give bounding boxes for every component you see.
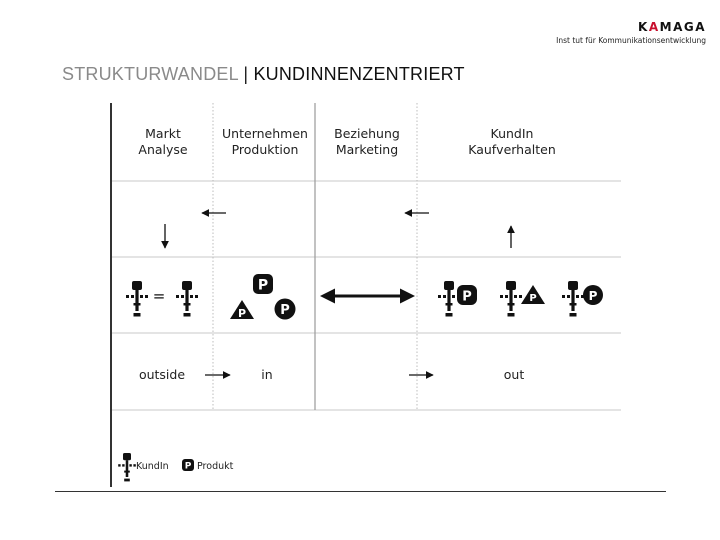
person-icon [562, 281, 584, 317]
flow-label-outside: outside [138, 367, 186, 382]
legend [118, 453, 233, 481]
flow-label-in: in [261, 367, 273, 382]
product-letter: P [462, 289, 472, 305]
person-icon [126, 281, 148, 317]
diagram-svg [112, 103, 621, 487]
product-letter: P [257, 277, 269, 294]
header-kundin-line1: KundIn [490, 126, 534, 141]
header-beziehung-line1: Beziehung [334, 126, 400, 141]
column-headers [138, 126, 555, 157]
header-markt-line1: Markt [145, 126, 181, 141]
page-title [62, 64, 465, 85]
markt-group [126, 281, 198, 317]
legend-kundin-label: KundIn [136, 461, 169, 472]
product-letter: P [237, 307, 247, 320]
product-letter: P [184, 461, 192, 472]
flow-row [139, 367, 524, 382]
product-circle-icon [275, 299, 296, 320]
flow-label-out: out [503, 367, 525, 382]
header-unternehmen-line1: Unternehmen [222, 126, 308, 141]
header-beziehung-line2: Marketing [335, 142, 399, 157]
title-dark: KUNDINNENZENTRIERT [253, 64, 465, 84]
product-icon [253, 274, 273, 294]
kundin-group-2 [500, 281, 545, 317]
kundin-group-3 [562, 281, 603, 317]
header-markt-line2: Analyse [138, 142, 188, 157]
person-icon [500, 281, 522, 317]
bottom-divider [55, 491, 666, 492]
diagram-panel [110, 103, 621, 487]
product-letter: P [529, 293, 537, 304]
brand-subtitle: Inst tut für Kommunikationsentwicklung [556, 36, 706, 45]
header-unternehmen-line2: Produktion [231, 142, 299, 157]
legend-person-icon [118, 453, 136, 481]
title-separator: | [238, 64, 254, 84]
person-icon [176, 281, 198, 317]
title-light: STRUKTURWANDEL [62, 64, 239, 84]
product-letter: P [280, 303, 290, 318]
direction-arrows [165, 213, 511, 248]
product-letter: P [588, 289, 598, 303]
kundin-group-1 [438, 281, 477, 317]
brand-logo: KAMAGA [638, 20, 706, 34]
legend-produkt-label: Produkt [197, 461, 234, 472]
unternehmen-group [230, 274, 296, 320]
equals-sign: = [152, 287, 166, 305]
person-icon [438, 281, 460, 317]
product-triangle-icon [230, 300, 254, 320]
brand [556, 20, 706, 45]
header-kundin-line2: Kaufverhalten [468, 142, 556, 157]
